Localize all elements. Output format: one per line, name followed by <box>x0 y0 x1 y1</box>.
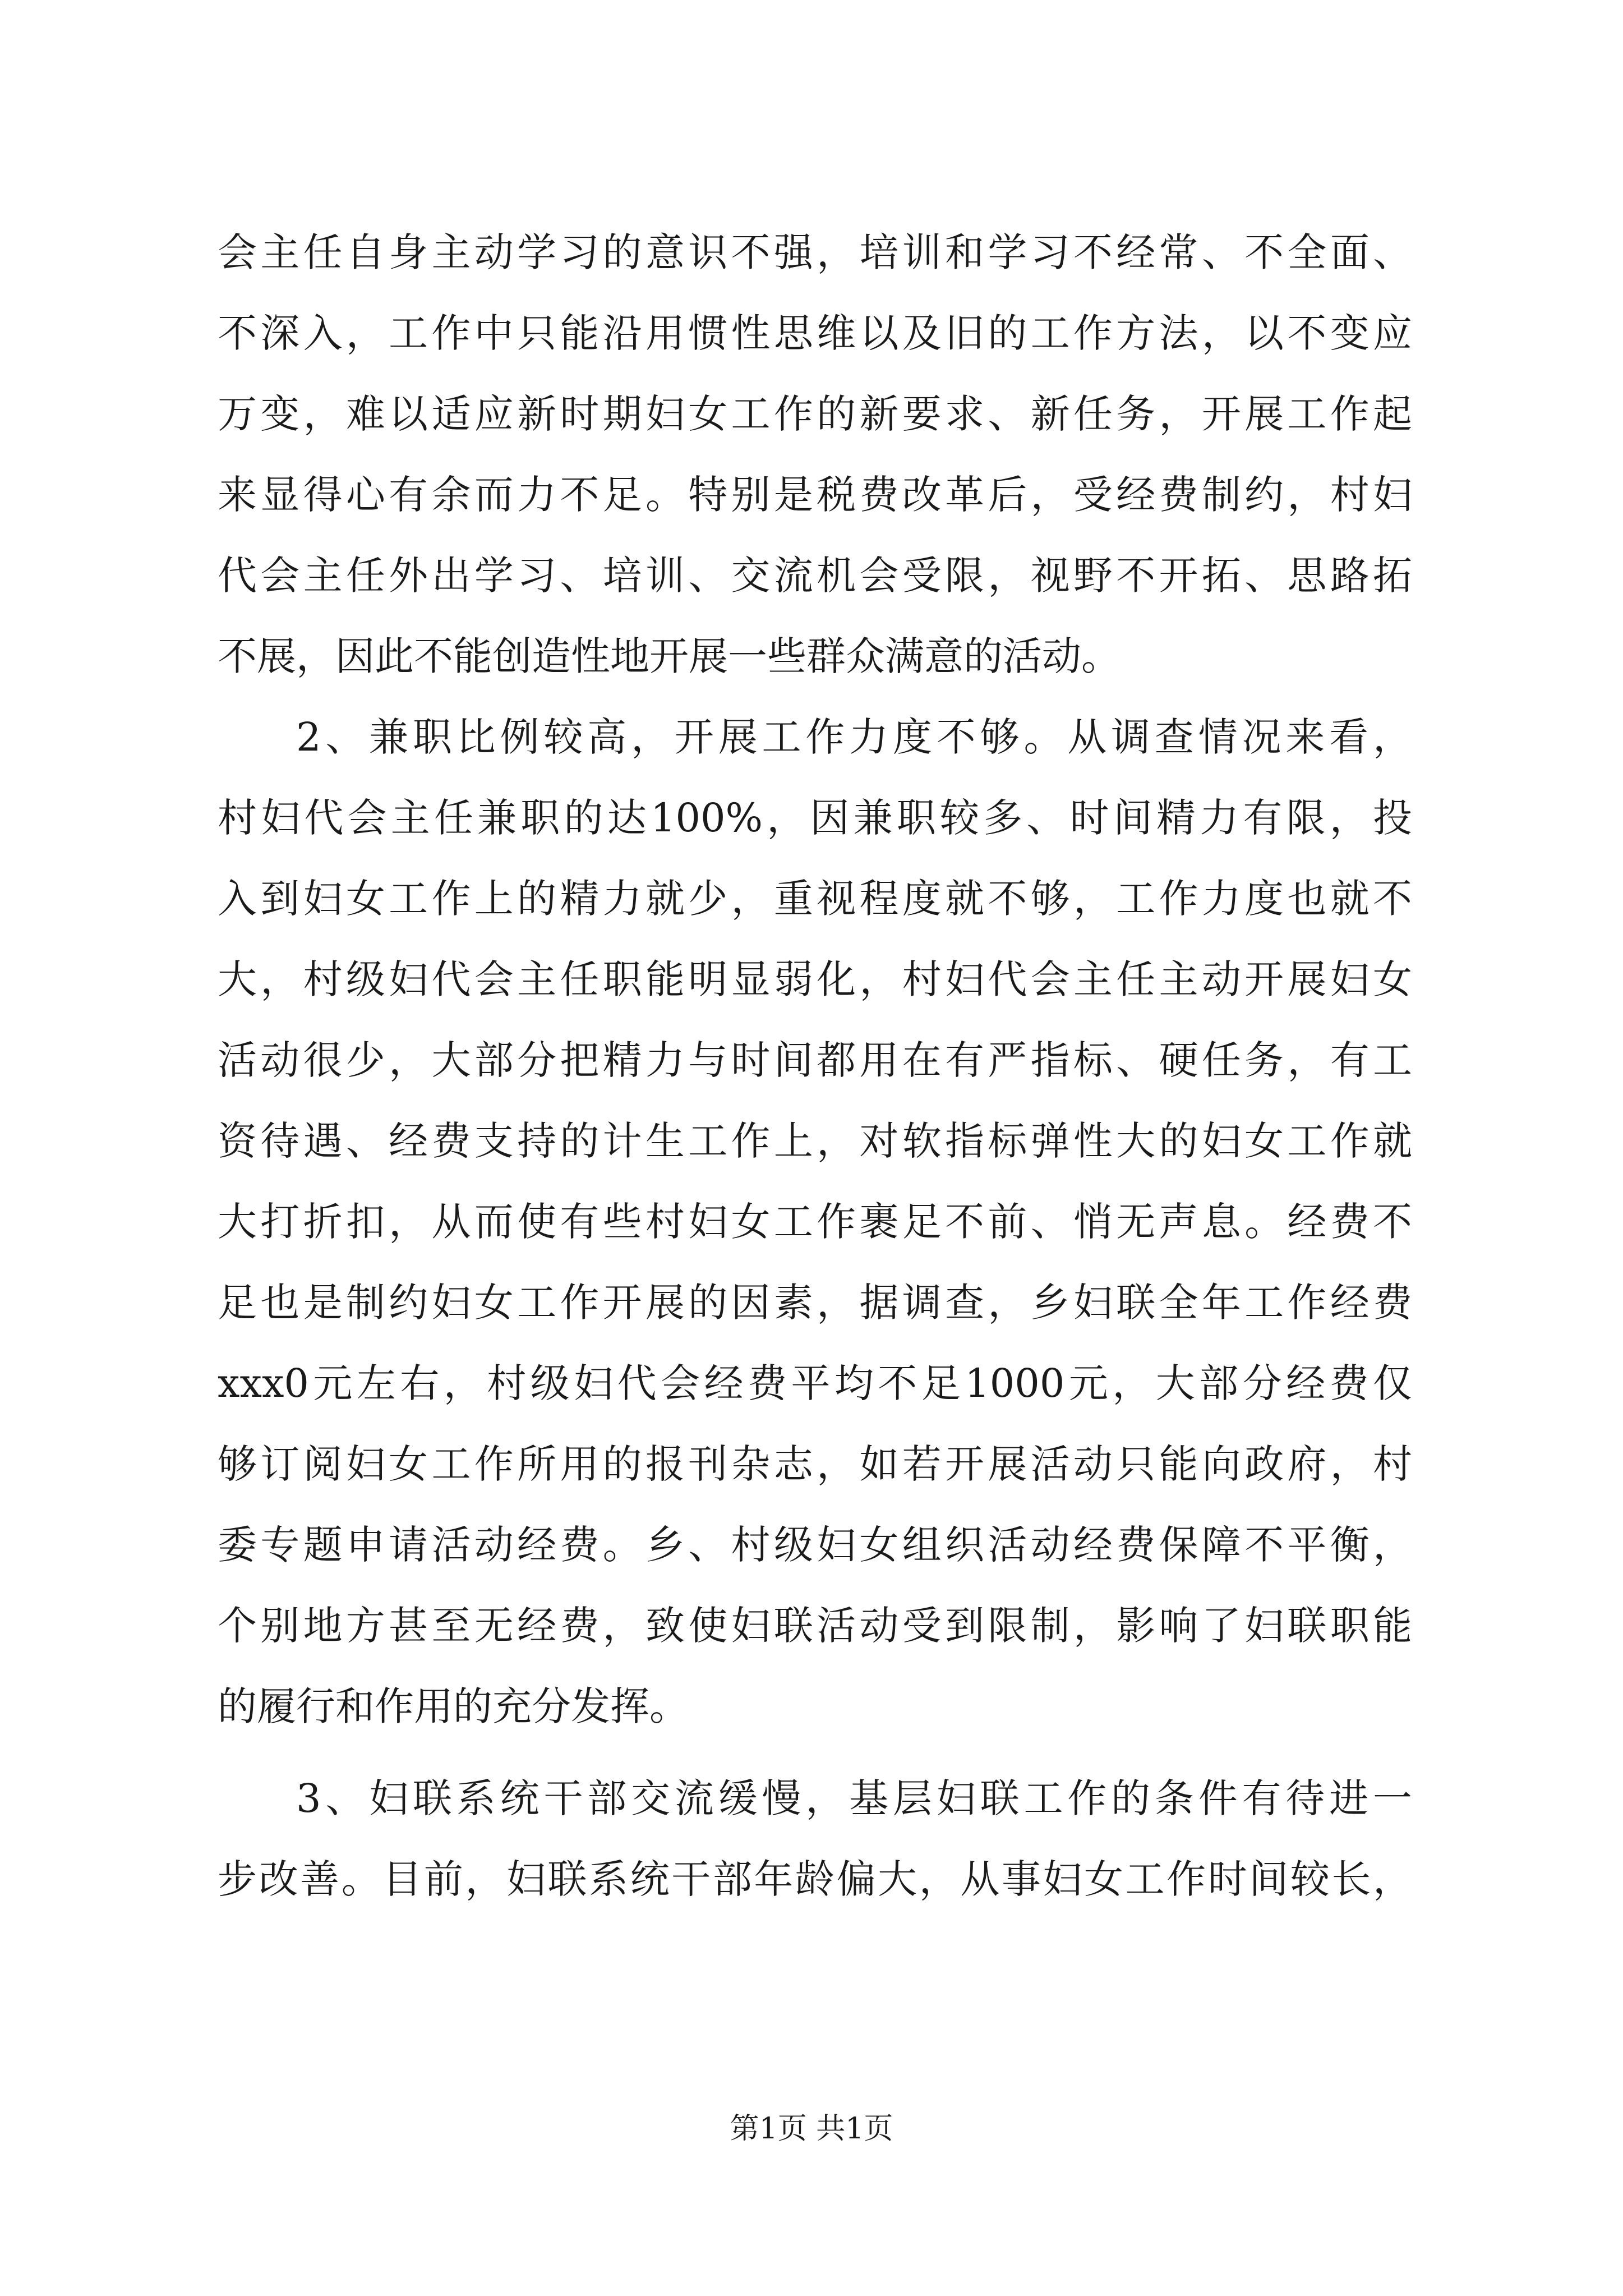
text-line: 够订阅妇女工作所用的报刊杂志，如若开展活动只能向政府，村 <box>218 1441 1412 1487</box>
text-line: 村妇代会主任兼职的达100%，因兼职较多、时间精力有限，投 <box>218 795 1412 841</box>
paragraph-2 <box>218 697 1412 1747</box>
text-line: 会主任自身主动学习的意识不强，培训和学习不经常、不全面、 <box>218 229 1412 275</box>
text-line: 万变，难以适应新时期妇女工作的新要求、新任务，开展工作起 <box>218 391 1412 437</box>
text-line: 代会主任外出学习、培训、交流机会受限，视野不开拓、思路拓 <box>218 553 1412 599</box>
text-line: 不展，因此不能创造性地开展一些群众满意的活动。 <box>218 633 1121 679</box>
text-line: 大，村级妇代会主任职能明显弱化，村妇代会主任主动开展妇女 <box>218 956 1412 1002</box>
paragraph-3 <box>218 1758 1412 1920</box>
text-line: 足也是制约妇女工作开展的因素，据调查，乡妇联全年工作经费 <box>218 1280 1412 1326</box>
text-line: 3、妇联系统干部交流缓慢，基层妇联工作的条件有待进一 <box>296 1775 1412 1821</box>
paragraph-1 <box>218 212 1412 697</box>
text-line: 的履行和作用的充分发挥。 <box>218 1683 689 1729</box>
text-line: 大打折扣，从而使有些村妇女工作裹足不前、悄无声息。经费不 <box>218 1199 1412 1245</box>
text-line: 2、兼职比例较高，开展工作力度不够。从调查情况来看， <box>296 714 1412 760</box>
text-line: 步改善。目前，妇联系统干部年龄偏大，从事妇女工作时间较长， <box>218 1856 1412 1902</box>
text-line: xxx0元左右，村级妇代会经费平均不足1000元，大部分经费仅 <box>218 1360 1412 1406</box>
text-line: 活动很少，大部分把精力与时间都用在有严指标、硬任务，有工 <box>218 1037 1412 1083</box>
text-line: 来显得心有余而力不足。特别是税费改革后，受经费制约，村妇 <box>218 472 1412 518</box>
text-line: 个别地方甚至无经费，致使妇联活动受到限制，影响了妇联职能 <box>218 1603 1412 1649</box>
text-line: 资待遇、经费支持的计生工作上，对软指标弹性大的妇女工作就 <box>218 1118 1412 1164</box>
paragraph-spacer <box>218 1747 1412 1758</box>
page-number-label: 第1页 共1页 <box>730 2112 893 2146</box>
text-line: 入到妇女工作上的精力就少，重视程度就不够，工作力度也就不 <box>218 876 1412 922</box>
page-footer <box>0 2106 1623 2151</box>
text-line: 委专题申请活动经费。乡、村级妇女组织活动经费保障不平衡， <box>218 1522 1412 1568</box>
document-body <box>218 212 1412 1920</box>
text-line: 不深入，工作中只能沿用惯性思维以及旧的工作方法，以不变应 <box>218 310 1412 356</box>
